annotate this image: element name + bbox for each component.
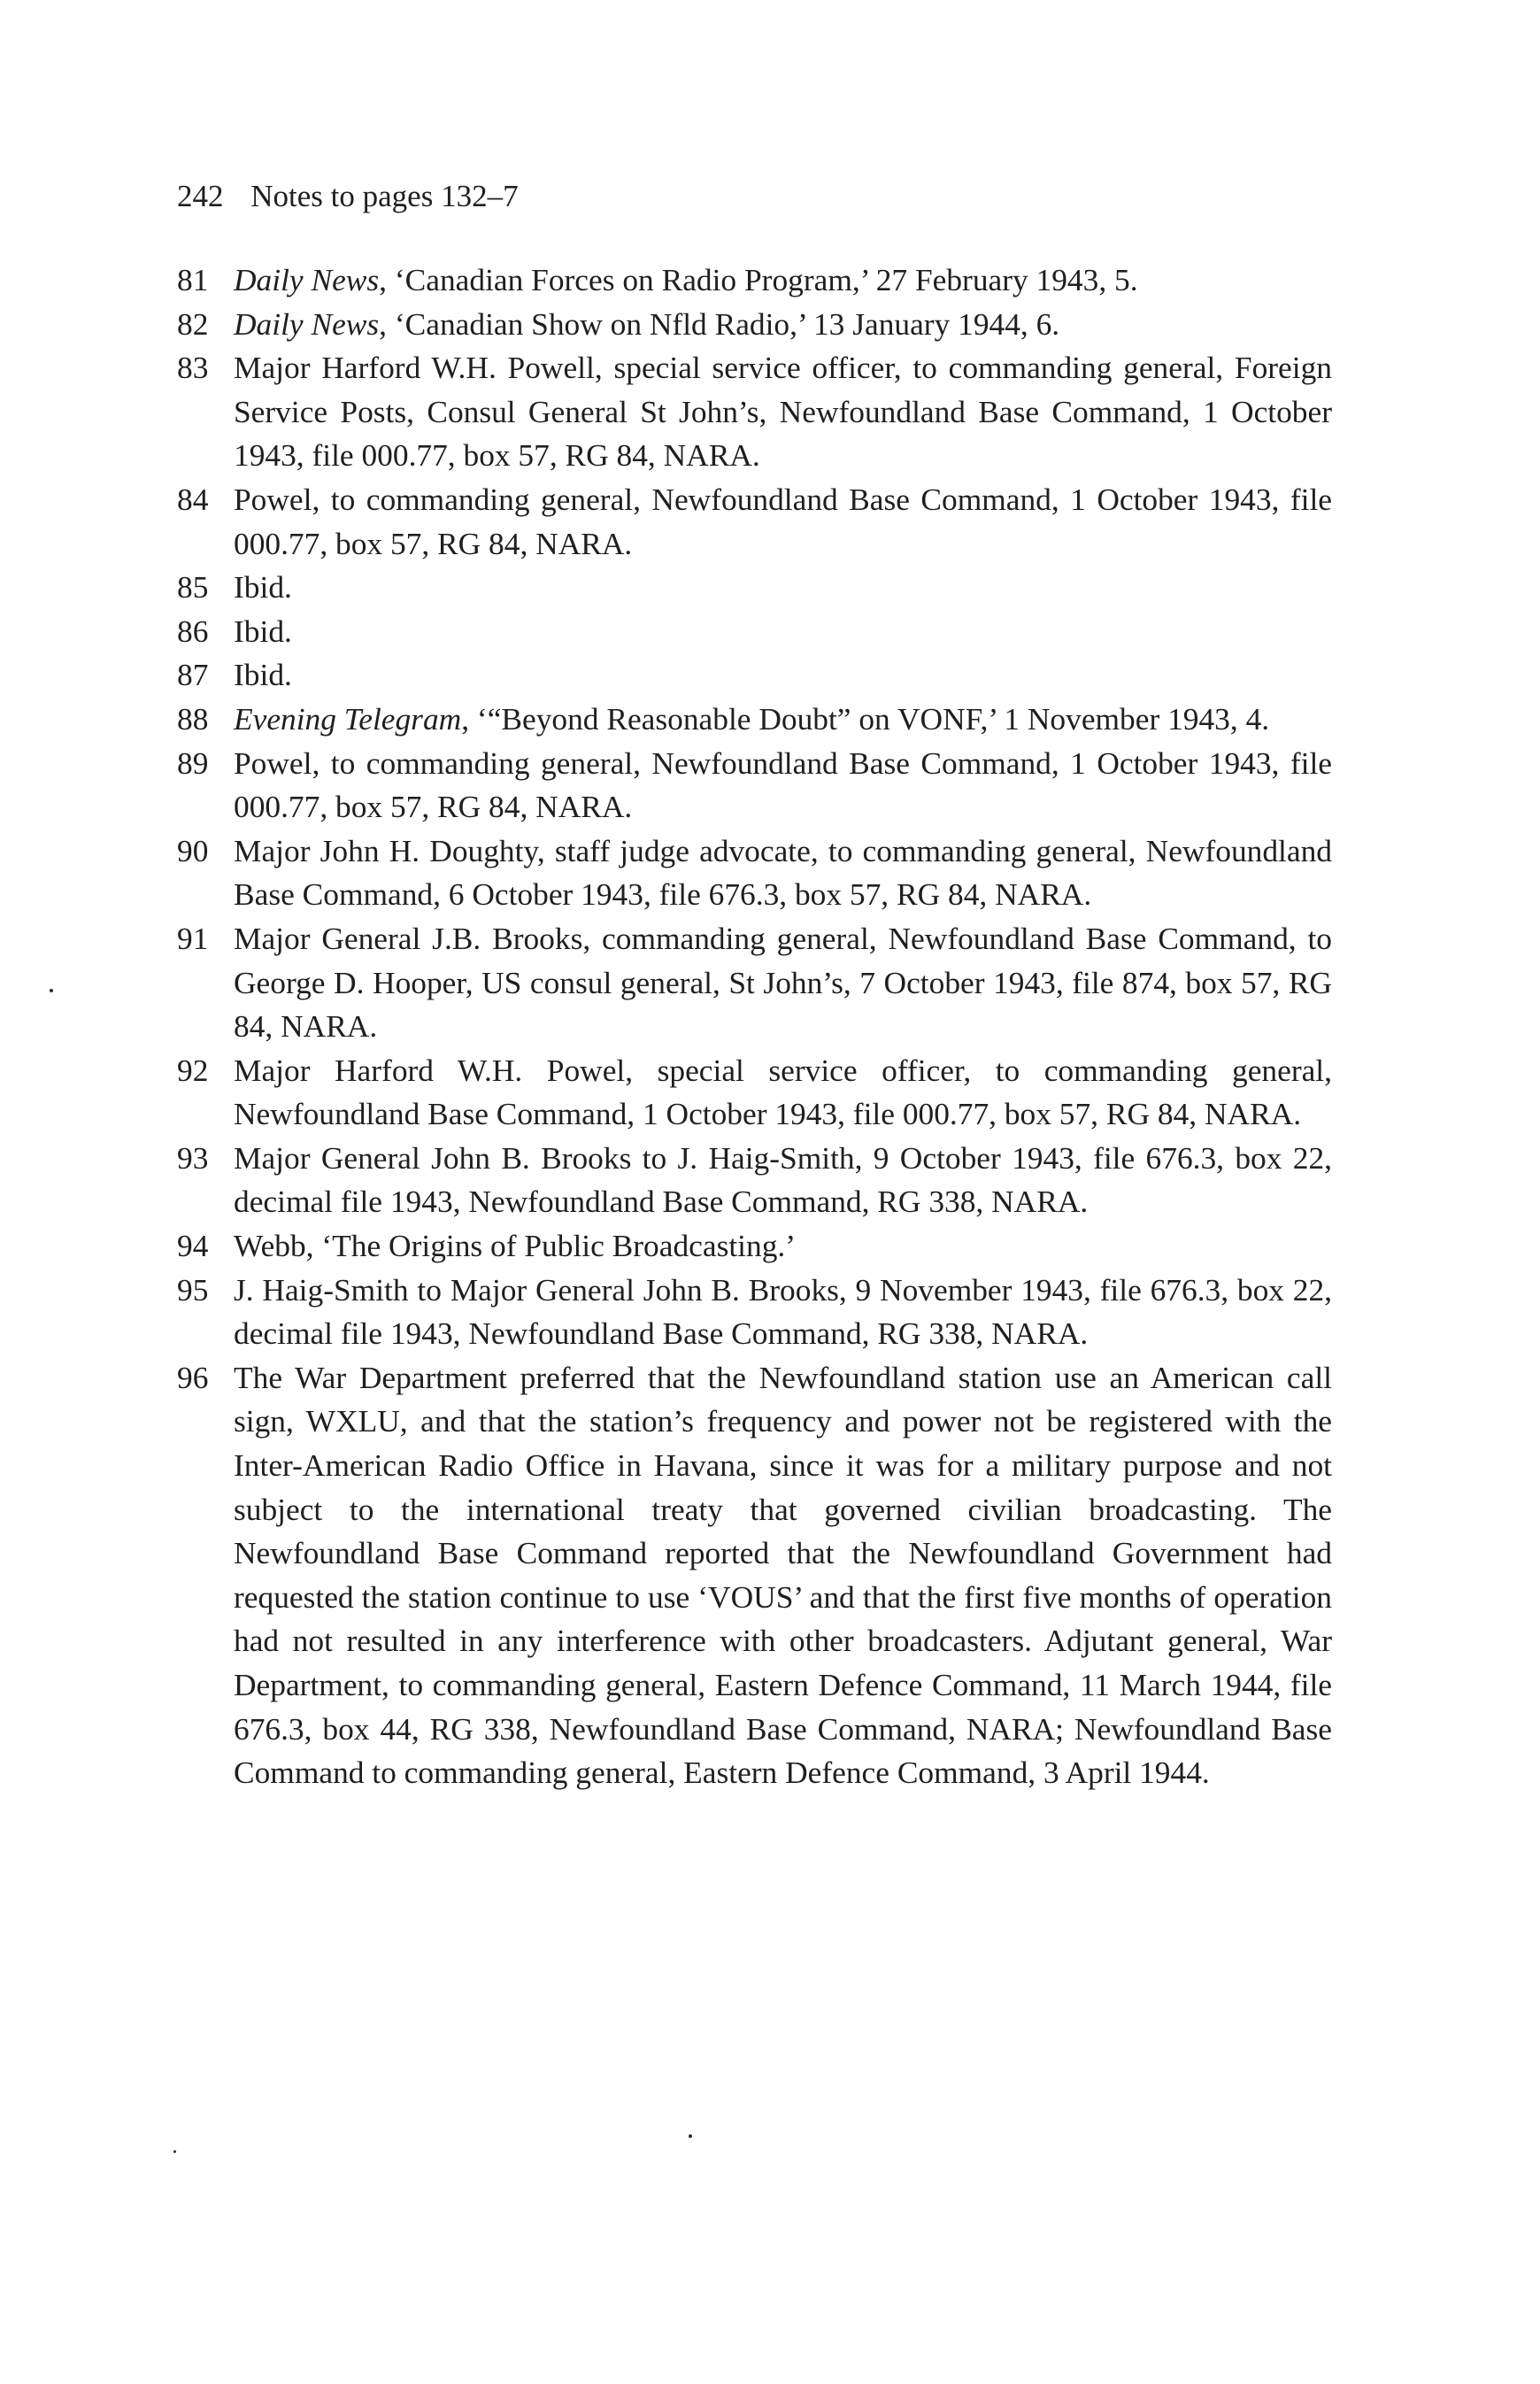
endnote-text xyxy=(234,921,1332,1044)
citation-text: Ibid. xyxy=(234,657,292,693)
endnote-item xyxy=(177,303,1332,347)
citation-text: Major Harford W.H. Powell, special service officer, to commanding general, Foreign Service Posts, Consul General St John’s, Newfoundland Base Command, 1 October 1943, file 000.77, box 57, RG 84, NARA. xyxy=(234,350,1332,474)
citation-text: Powel, to commanding general, Newfoundland Base Command, 1 October 1943, file 000.77, box 57, RG 84, NARA. xyxy=(234,745,1332,825)
endnote-number: 89 xyxy=(177,745,209,781)
endnote-text xyxy=(234,482,1332,561)
endnote-item xyxy=(177,829,1332,917)
endnote-item xyxy=(177,346,1332,478)
page-number: 242 xyxy=(177,179,224,213)
endnote-number: 90 xyxy=(177,832,209,868)
endnote-text xyxy=(234,1360,1332,1790)
endnote-item xyxy=(177,478,1332,566)
endnote-item xyxy=(177,1269,1332,1356)
citation-text: , ‘“Beyond Reasonable Doubt” on VONF,’ 1 November 1943, 4. xyxy=(461,700,1270,737)
citation-text: Powel, to commanding general, Newfoundland Base Command, 1 October 1943, file 000.77, box 57, RG 84, NARA. xyxy=(234,481,1332,561)
endnote-number: 94 xyxy=(177,1228,209,1264)
citation-text: The War Department preferred that the Newfoundland station use an American call sign, WXLU, and that the station’s frequency and power not be registered with the Inter-American Radio Office in Havana, since it was for a military purpose and not subject to the international treaty that governed civilian broadcasting. The Newfoundland Base Command reported that the Newfoundland Government had requested the station continue to use ‘VOUS’ and that the first five months of operation had not resulted in any interference with other broadcasters. Adjutant general, War Department, to commanding general, Eastern Defence Command, 11 March 1944, file 676.3, box 44, RG 338, Newfoundland Base Command, NARA; Newfoundland Base Command to commanding general, Eastern Defence Command, 3 April 1944. xyxy=(234,1359,1332,1791)
endnote-item xyxy=(177,653,1332,698)
endnote-item xyxy=(177,566,1332,610)
citation-text: Major Harford W.H. Powel, special service officer, to commanding general, Newfoundland Base Command, 1 October 1943, file 000.77, box 57, RG 84, NARA. xyxy=(234,1052,1332,1132)
endnote-text xyxy=(234,1053,1332,1132)
citation-text: Major John H. Doughty, staff judge advocate, to commanding general, Newfoundland Base Command, 6 October 1943, file 676.3, box 57, RG 84, NARA. xyxy=(234,832,1332,913)
endnote-number: 81 xyxy=(177,262,209,297)
scan-speck xyxy=(50,989,53,992)
endnote-number: 87 xyxy=(177,657,209,693)
citation-text: Ibid. xyxy=(234,613,292,649)
citation-text: , ‘Canadian Forces on Radio Program,’ 27 February 1943, 5. xyxy=(379,262,1138,297)
endnote-text xyxy=(234,262,1138,297)
endnotes-list xyxy=(177,258,1332,1795)
endnote-item xyxy=(177,698,1332,742)
endnote-number: 83 xyxy=(177,350,209,386)
citation-text: Major General John B. Brooks to J. Haig-Smith, 9 October 1943, file 676.3, box 22, decimal file 1943, Newfoundland Base Command, RG 338, NARA. xyxy=(234,1139,1332,1220)
source-title: Daily News xyxy=(234,305,380,342)
endnote-text xyxy=(234,1140,1332,1220)
endnote-text xyxy=(234,1272,1332,1352)
running-head xyxy=(177,175,519,218)
endnote-text xyxy=(234,1228,796,1263)
endnote-number: 96 xyxy=(177,1359,209,1395)
endnote-item xyxy=(177,1356,1332,1795)
endnote-text xyxy=(234,745,1332,825)
citation-text: Webb, ‘The Origins of Public Broadcasting.’ xyxy=(234,1228,797,1264)
source-title: Daily News xyxy=(234,262,380,297)
endnote-number: 84 xyxy=(177,481,209,517)
source-title: Evening Telegram xyxy=(234,700,462,737)
endnote-number: 86 xyxy=(177,613,209,649)
endnote-item xyxy=(177,1137,1332,1224)
citation-text: J. Haig-Smith to Major General John B. Brooks, 9 November 1943, file 676.3, box 22, decimal file 1943, Newfoundland Base Command, RG 338, NARA. xyxy=(234,1271,1332,1352)
endnote-text xyxy=(234,657,292,692)
endnote-number: 93 xyxy=(177,1139,209,1176)
endnote-text xyxy=(234,613,292,649)
scan-speck xyxy=(173,2150,176,2153)
endnote-text xyxy=(234,833,1332,913)
citation-text: Major General J.B. Brooks, commanding general, Newfoundland Base Command, to George D. Hooper, US consul general, St John’s, 7 October 1943, file 874, box 57, RG 84, NARA. xyxy=(234,920,1332,1045)
endnote-number: 88 xyxy=(177,700,209,737)
endnote-item xyxy=(177,1049,1332,1137)
citation-text: Ibid. xyxy=(234,569,292,606)
endnote-text xyxy=(234,569,292,605)
endnote-text xyxy=(234,701,1269,737)
endnote-item xyxy=(177,610,1332,654)
endnote-item xyxy=(177,1224,1332,1269)
running-head-title: Notes to pages 132–7 xyxy=(250,179,519,213)
endnote-item xyxy=(177,917,1332,1049)
endnote-number: 85 xyxy=(177,569,209,606)
endnote-item xyxy=(177,742,1332,829)
endnote-number: 92 xyxy=(177,1052,209,1088)
endnote-text xyxy=(234,350,1332,473)
endnote-number: 82 xyxy=(177,305,209,342)
endnote-item xyxy=(177,258,1332,303)
citation-text: , ‘Canadian Show on Nfld Radio,’ 13 January 1944, 6. xyxy=(379,305,1060,342)
endnote-number: 91 xyxy=(177,920,209,956)
endnote-number: 95 xyxy=(177,1271,209,1308)
scan-speck xyxy=(689,2134,692,2138)
endnote-text xyxy=(234,306,1059,342)
